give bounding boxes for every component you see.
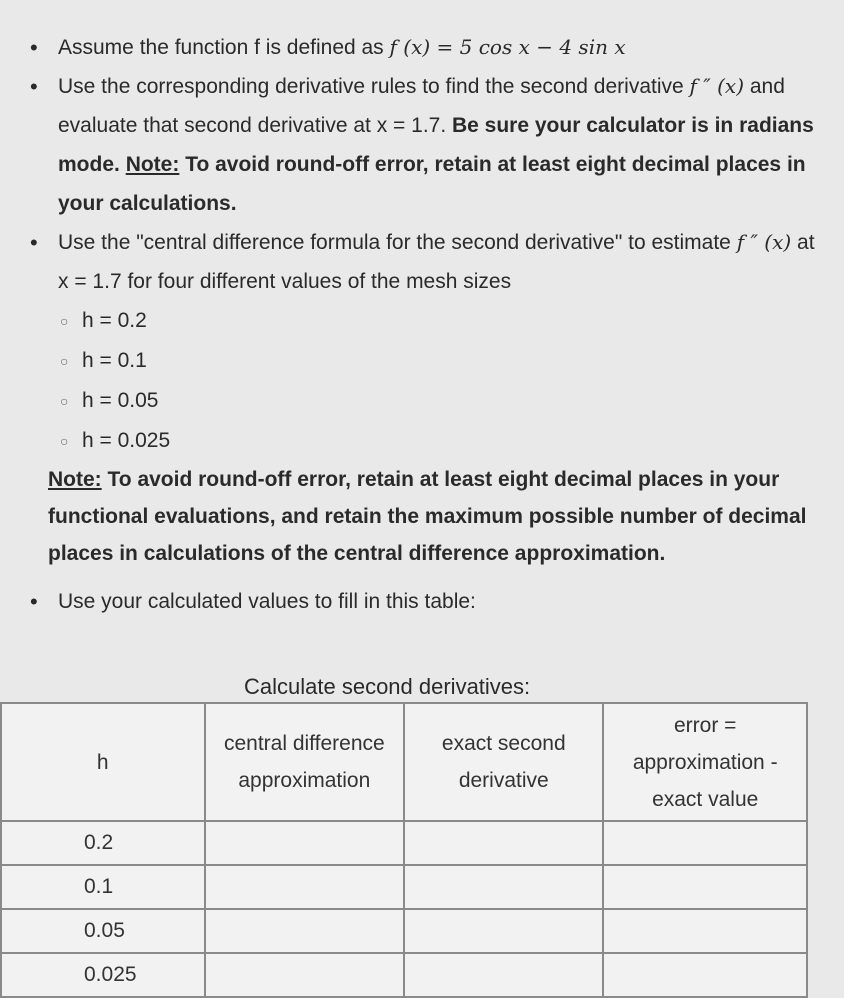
function-intro: Assume the function f is defined as: [58, 36, 390, 59]
roundoff-note: [24, 461, 824, 572]
note-label: Note:: [48, 468, 102, 491]
exact-value-cell[interactable]: [404, 865, 603, 909]
exact-value-cell[interactable]: [404, 909, 603, 953]
central-difference-text: Use the "central difference formula for the second derivative" to estimate: [58, 231, 737, 254]
bullet-dot: •: [30, 74, 38, 99]
header-central-difference: central difference approximation: [205, 703, 405, 821]
results-table: [0, 702, 808, 998]
approximation-cell[interactable]: [205, 865, 405, 909]
bullet-dot: •: [30, 230, 38, 255]
second-derivative-text: Use the corresponding derivative rules to find the second derivative: [58, 75, 690, 98]
approximation-cell[interactable]: [205, 909, 405, 953]
table-caption: Calculate second derivatives:: [244, 674, 531, 699]
table-row: [1, 821, 807, 865]
circle-bullet-icon: ○: [60, 353, 69, 369]
error-cell[interactable]: [603, 821, 807, 865]
h-value: 0.05: [1, 909, 205, 953]
circle-bullet-icon: ○: [60, 433, 69, 449]
error-cell[interactable]: [603, 953, 807, 997]
table-row: [1, 909, 807, 953]
header-error: error = approximation - exact value: [603, 703, 807, 821]
header-h: h: [1, 703, 205, 821]
header-exact-second-derivative: exact second derivative: [404, 703, 603, 821]
bullet-function-definition: [24, 28, 824, 67]
fill-table-text: Use your calculated values to fill in this table:: [58, 590, 476, 613]
mesh-size-item: ○ h = 0.2: [60, 301, 824, 341]
function-formula: f (x) = 5 cos x − 4 sin x: [389, 35, 626, 59]
bullet-central-difference: [24, 223, 824, 301]
table-header-row: [1, 703, 807, 821]
approximation-cell[interactable]: [205, 821, 405, 865]
second-derivative-symbol: f ″ (x): [689, 74, 745, 98]
note-text: To avoid round-off error, retain at least eight decimal places in your calculations.: [58, 153, 806, 215]
bullet-dot: •: [30, 589, 38, 614]
error-cell[interactable]: [603, 865, 807, 909]
note-label: Note:: [125, 153, 180, 176]
mesh-sizes-text: at x = 1.7 for four different values of the mesh sizes: [58, 231, 815, 293]
h-value: 0.025: [1, 953, 205, 997]
bullet-fill-table: [24, 582, 824, 621]
table-row: [1, 953, 807, 997]
mesh-size-item: ○ h = 0.05: [60, 381, 824, 421]
h-value: 0.1: [1, 865, 205, 909]
h-value: 0.2: [1, 821, 205, 865]
circle-bullet-icon: ○: [60, 393, 69, 409]
exact-value-cell[interactable]: [404, 953, 603, 997]
mesh-size-item: ○ h = 0.1: [60, 341, 824, 381]
mesh-size-list: [24, 301, 824, 461]
error-cell[interactable]: [603, 909, 807, 953]
radians-warning: Be sure your calculator is in radians mode.: [58, 114, 814, 176]
bullet-second-derivative: [24, 67, 824, 223]
table-row: [1, 865, 807, 909]
second-derivative-symbol: f ″ (x): [736, 230, 792, 254]
evaluate-text: and evaluate that second derivative at x = 1.7.: [58, 75, 785, 137]
note-text: To avoid round-off error, retain at least eight decimal places in your functional evaluations, and retain the maximum possible number of decimal places in calculations of the central difference approximation.: [48, 468, 807, 565]
exact-value-cell[interactable]: [404, 821, 603, 865]
mesh-size-item: ○ h = 0.025: [60, 421, 824, 461]
circle-bullet-icon: ○: [60, 313, 69, 329]
approximation-cell[interactable]: [205, 953, 405, 997]
instructions: [24, 28, 824, 621]
bullet-dot: •: [30, 35, 38, 60]
